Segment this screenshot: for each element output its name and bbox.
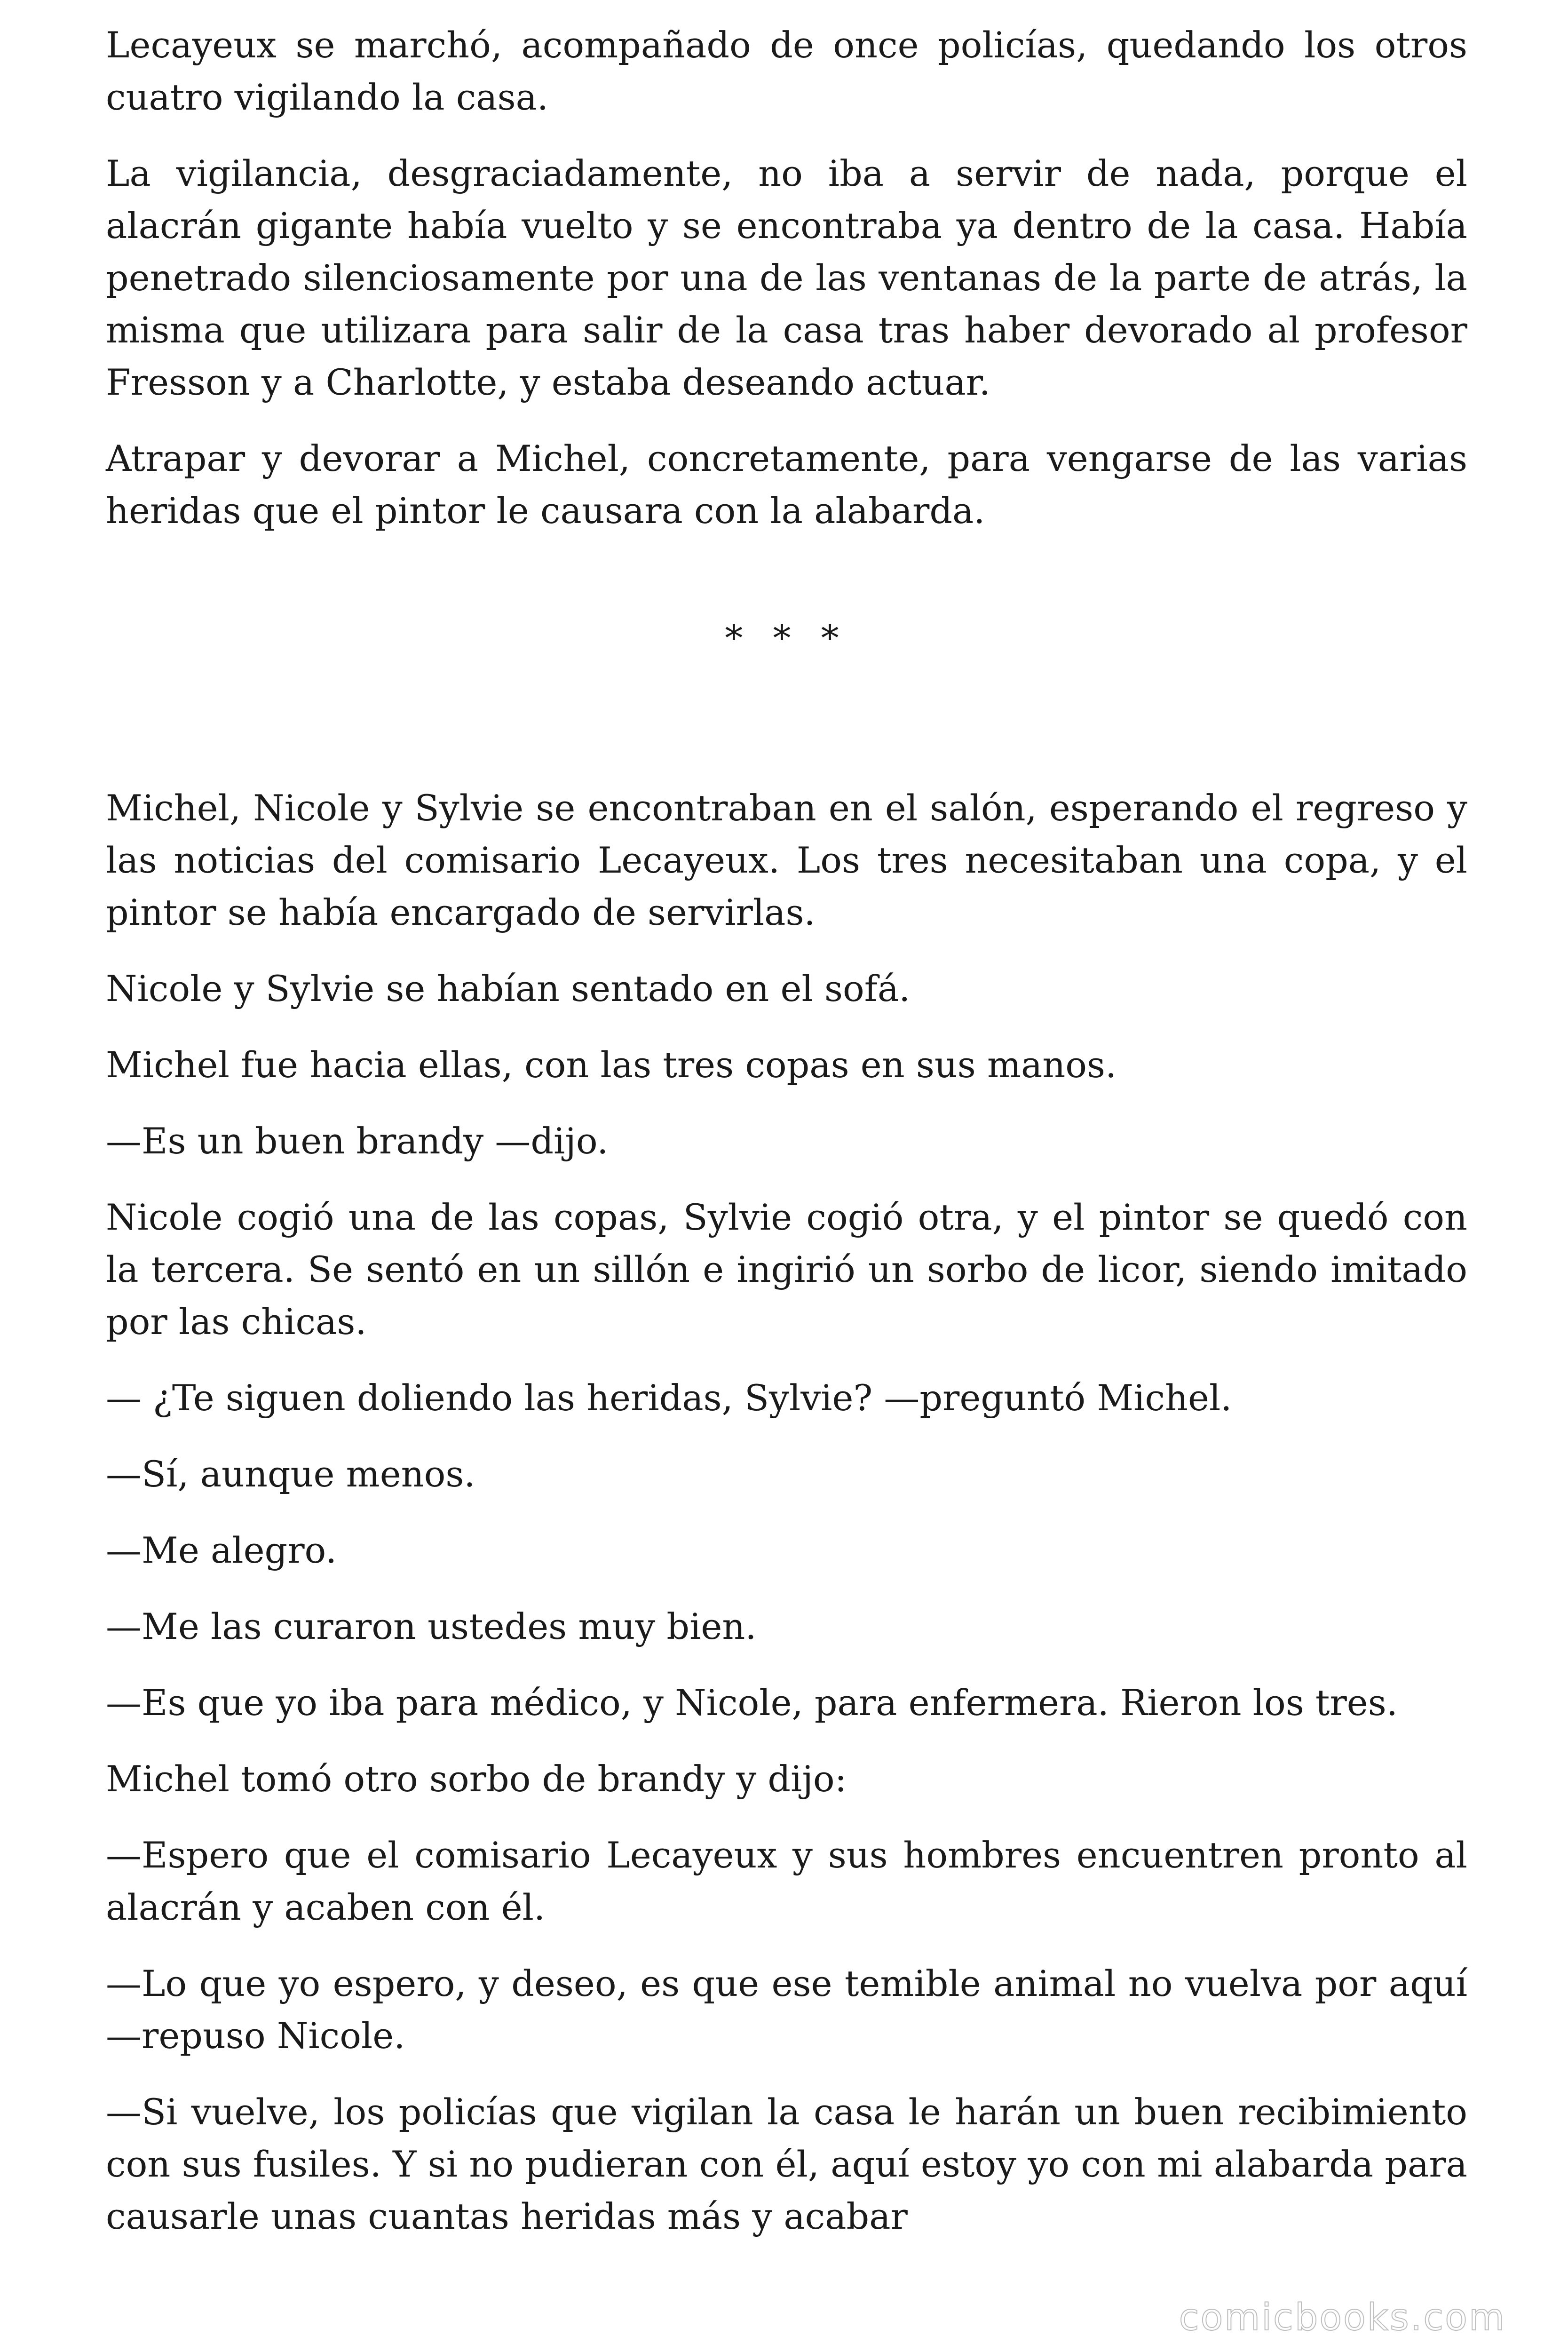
- paragraph: Lecayeux se marchó, acompañado de once policías, quedando los otros cuatro vigilando la casa.: [106, 24, 1467, 118]
- paragraph: Atrapar y devorar a Michel, concretamente, para vengarse de las varias heridas que el pintor le causara con la alabarda.: [106, 437, 1467, 532]
- dialogue-line: —Es un buen brandy —dijo.: [106, 1120, 609, 1162]
- paragraph: Nicole cogió una de las copas, Sylvie cogió otra, y el pintor se quedó con la tercera. Se sentó en un sillón e ingirió un sorbo de licor, siendo imitado por las chicas.: [106, 1196, 1467, 1343]
- paragraph: Michel tomó otro sorbo de brandy y dijo:: [106, 1758, 847, 1800]
- dialogue-line: —Me las curaron ustedes muy bien.: [106, 1605, 757, 1647]
- dialogue-line: —Espero que el comisario Lecayeux y sus hombres encuentren pronto al alacrán y acaben con él.: [106, 1834, 1467, 1928]
- paragraph: Nicole y Sylvie se habían sentado en el sofá.: [106, 968, 911, 1009]
- dialogue-line: —Es que yo iba para médico, y Nicole, para enfermera. Rieron los tres.: [106, 1682, 1398, 1724]
- paragraph: Michel, Nicole y Sylvie se encontraban en el salón, esperando el regreso y las noticias del comisario Lecayeux. Los tres necesitaban una copa, y el pintor se había encargado de servirlas.: [106, 787, 1467, 933]
- dialogue-line: — ¿Te siguen doliendo las heridas, Sylvie? —preguntó Michel.: [106, 1377, 1232, 1419]
- dialogue-line: —Lo que yo espero, y deseo, es que ese temible animal no vuelva por aquí —repuso Nicole.: [106, 1963, 1467, 2057]
- paragraph: La vigilancia, desgraciadamente, no iba a servir de nada, porque el alacrán gigante había vuelto y se encontraba ya dentro de la casa. Había penetrado silenciosamente por una de las ventanas de la parte de atrás, la misma que utilizara para salir de la casa tras haber devorado al profesor Fresson y a Charlotte, y estaba deseando actuar.: [106, 152, 1467, 403]
- dialogue-line: —Me alegro.: [106, 1529, 337, 1571]
- paragraph: Michel fue hacia ellas, con las tres copas en sus manos.: [106, 1044, 1117, 1086]
- book-page: [106, 19, 1467, 2343]
- dialogue-line: —Si vuelve, los policías que vigilan la casa le harán un buen recibimiento con sus fusiles. Y si no pudieran con él, aquí estoy yo con mi alabarda para causarle unas cuantas heridas más y acabar: [106, 2091, 1467, 2237]
- section-divider: * * *: [725, 617, 848, 659]
- watermark: comicbooks.com: [1179, 2296, 1506, 2339]
- dialogue-line: —Sí, aunque menos.: [106, 1453, 475, 1495]
